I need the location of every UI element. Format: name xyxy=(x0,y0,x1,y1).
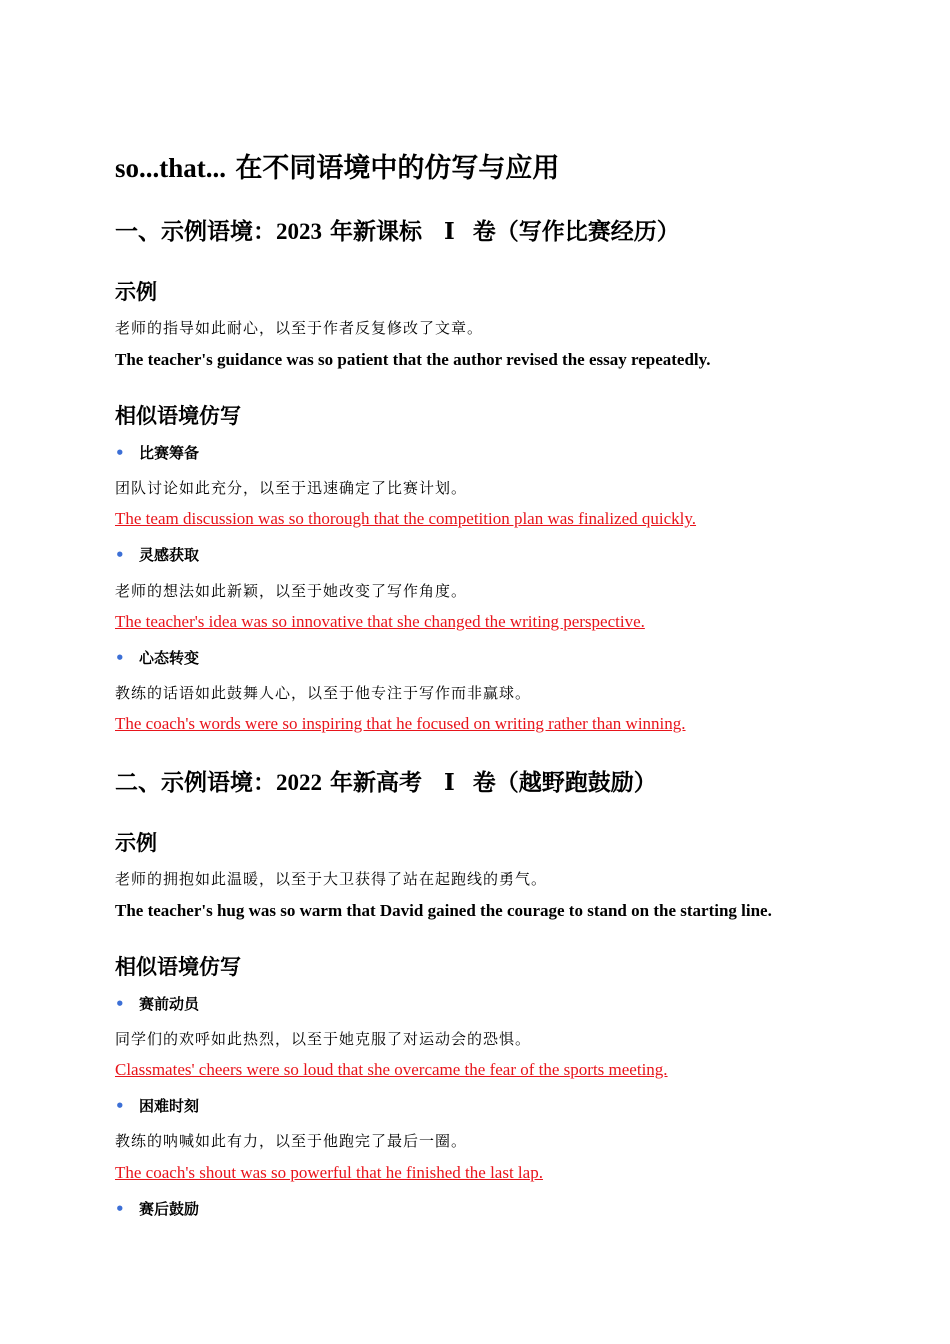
list-item-label: • 困难时刻 xyxy=(115,1097,200,1115)
list-item-en: Classmates' cheers were so loud that she overcame the fear of the sports meeting. xyxy=(115,1060,668,1079)
section-2-example-en: The teacher's hug was so warm that David gained the courage to stand on the starting line. xyxy=(115,901,772,920)
section-1-example-en: The teacher's guidance was so patient that the author revised the essay repeatedly. xyxy=(115,350,711,369)
bullet-icon: • xyxy=(115,649,125,667)
page-title: so...that... 在不同语境中的仿写与应用 xyxy=(115,153,560,184)
section-1-similar-label: 相似语境仿写 xyxy=(115,403,241,428)
section-2-example-zh: 老师的拥抱如此温暖，以至于大卫获得了站在起跑线的勇气。 xyxy=(115,870,548,888)
list-item-en: The team discussion was so thorough that the competition plan was finalized quickly. xyxy=(115,509,697,528)
section-2-similar-label: 相似语境仿写 xyxy=(115,954,241,979)
section-1-example-zh: 老师的指导如此耐心，以至于作者反复修改了文章。 xyxy=(115,319,484,337)
section-2-example-label: 示例 xyxy=(115,830,157,855)
list-item-label: • 灵感获取 xyxy=(115,546,200,564)
list-item-zh: 教练的呐喊如此有力，以至于他跑完了最后一圈。 xyxy=(115,1132,468,1150)
section-2-heading: 二、示例语境：2022 年新高考 Ⅰ 卷（越野跑鼓励） xyxy=(115,769,657,796)
bullet-icon: • xyxy=(115,1200,125,1218)
list-item-en: The coach's words were so inspiring that he focused on writing rather than winning. xyxy=(115,714,686,733)
list-item-label: • 赛后鼓励 xyxy=(115,1200,200,1218)
list-item-label: • 赛前动员 xyxy=(115,995,200,1013)
list-item-zh: 教练的话语如此鼓舞人心，以至于他专注于写作而非赢球。 xyxy=(115,684,532,702)
list-item-zh: 同学们的欢呼如此热烈，以至于她克服了对运动会的恐惧。 xyxy=(115,1030,532,1048)
bullet-icon: • xyxy=(115,444,125,462)
list-item-en: The teacher's idea was so innovative that she changed the writing perspective. xyxy=(115,612,645,631)
section-1-example-label: 示例 xyxy=(115,279,157,304)
list-item-label: • 心态转变 xyxy=(115,649,200,667)
section-1-heading: 一、示例语境：2023 年新课标 Ⅰ 卷（写作比赛经历） xyxy=(115,218,680,245)
list-item-label: • 比赛筹备 xyxy=(115,444,200,462)
bullet-icon: • xyxy=(115,546,125,564)
bullet-icon: • xyxy=(115,995,125,1013)
list-item-zh: 团队讨论如此充分，以至于迅速确定了比赛计划。 xyxy=(115,479,468,497)
bullet-icon: • xyxy=(115,1097,125,1115)
list-item-zh: 老师的想法如此新颖，以至于她改变了写作角度。 xyxy=(115,582,468,600)
list-item-en: The coach's shout was so powerful that he finished the last lap. xyxy=(115,1163,543,1182)
